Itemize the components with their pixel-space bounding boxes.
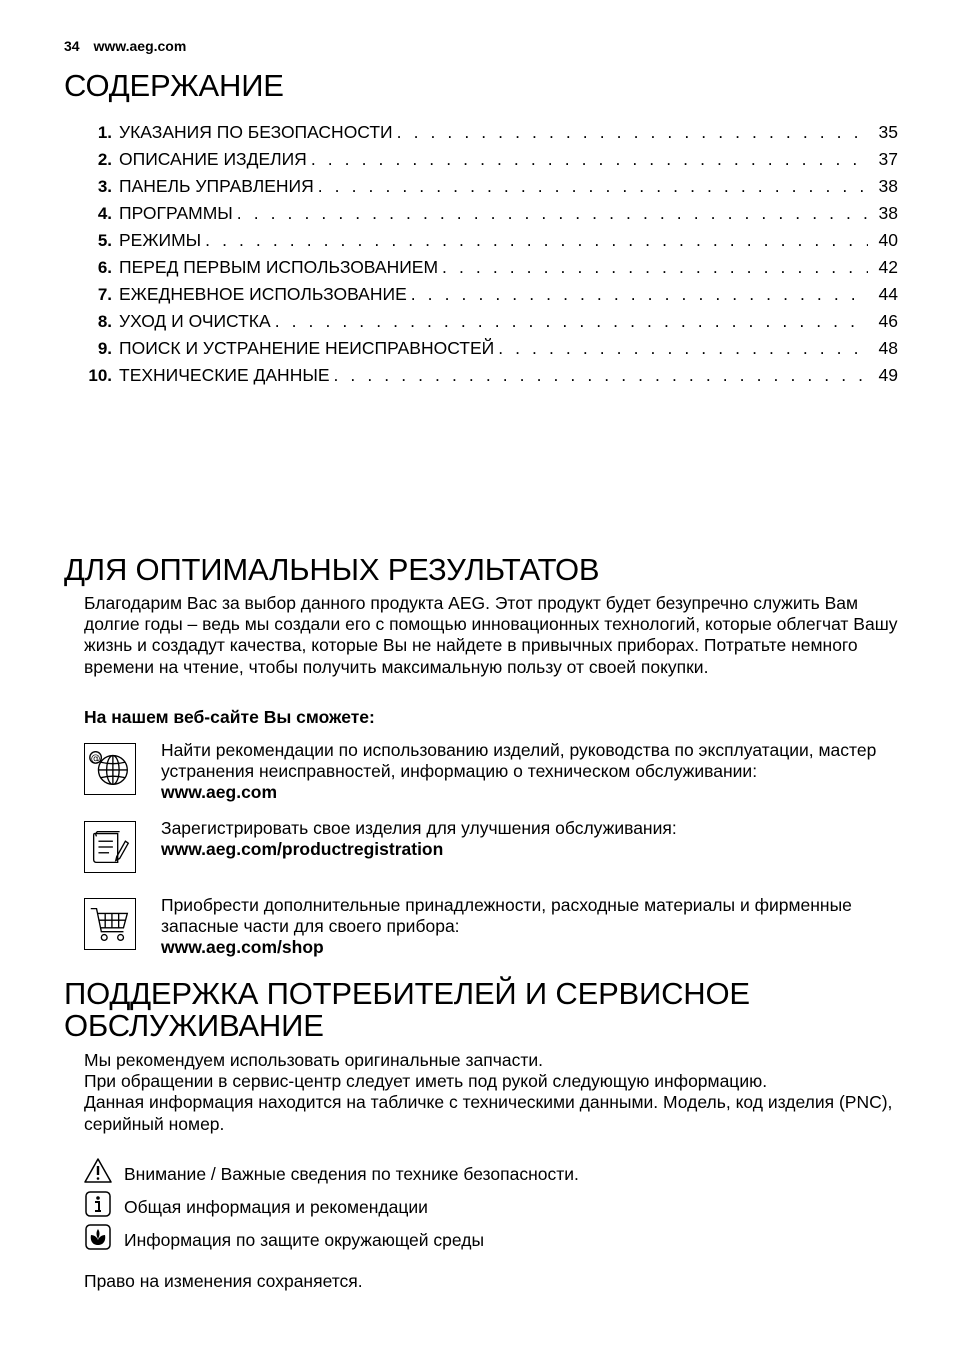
toc-item[interactable] xyxy=(78,311,898,338)
toc-item-title: УКАЗАНИЯ ПО БЕЗОПАСНОСТИ xyxy=(119,122,393,142)
toc-leader-dots xyxy=(442,257,868,278)
feature-description: Зарегистрировать свое изделия для улучшения обслуживания: xyxy=(161,818,677,838)
symbol-legend xyxy=(84,1157,904,1256)
table-of-contents xyxy=(78,122,898,392)
toc-item-page: 44 xyxy=(878,284,898,304)
toc-item-page: 37 xyxy=(878,149,898,169)
toc-item[interactable] xyxy=(78,338,898,365)
legend-text: Информация по защите окружающей среды xyxy=(124,1230,485,1250)
toc-item-page: 49 xyxy=(878,365,898,385)
toc-item-page: 40 xyxy=(878,230,898,250)
feature-description: Приобрести дополнительные принадлежности, расходные материалы и фирменные запасные части для своего прибора: xyxy=(161,895,852,937)
toc-title: СОДЕРЖАНИЕ xyxy=(64,68,284,103)
environment-icon xyxy=(84,1223,112,1251)
toc-item-page: 38 xyxy=(878,176,898,196)
toc-item-number: 7. xyxy=(97,285,112,304)
toc-leader-dots xyxy=(237,203,868,224)
feature-text xyxy=(161,818,901,860)
toc-item-title: ПРОГРАММЫ xyxy=(119,203,233,223)
toc-leader-dots xyxy=(334,365,869,386)
toc-item-title: ПЕРЕД ПЕРВЫМ ИСПОЛЬЗОВАНИЕМ xyxy=(119,257,439,277)
toc-item[interactable] xyxy=(78,257,898,284)
website-lead-text: На нашем веб-сайте Вы сможете: xyxy=(84,707,375,727)
toc-leader-dots xyxy=(411,284,868,305)
toc-item[interactable] xyxy=(78,122,898,149)
toc-item-number: 6. xyxy=(97,258,112,277)
support-title-line2: ОБСЛУЖИВАНИЕ xyxy=(64,1008,324,1043)
toc-item-number: 5. xyxy=(97,231,112,250)
support-text xyxy=(84,1050,904,1135)
toc-item-number: 3. xyxy=(97,177,112,196)
feature-description: Найти рекомендации по использованию изделий, руководства по эксплуатации, мастер устранения неисправностей, информацию о техническом обслуживании: xyxy=(161,740,877,782)
shopping-cart-icon xyxy=(84,898,136,950)
website-link[interactable]: www.aeg.com xyxy=(161,782,278,803)
support-line: Данная информация находится на табличке с техническими данными. Модель, код изделия (PNC), серийный номер. xyxy=(84,1092,893,1134)
toc-item-page: 42 xyxy=(878,257,898,277)
legend-text: Внимание / Важные сведения по технике безопасности. xyxy=(124,1164,579,1184)
header-url: www.aeg.com xyxy=(93,38,187,54)
feature-text xyxy=(161,740,901,804)
feature-text xyxy=(161,895,901,959)
toc-item-page: 35 xyxy=(878,122,898,142)
support-title-line1: ПОДДЕРЖКА ПОТРЕБИТЕЛЕЙ И СЕРВИСНОЕ xyxy=(64,976,750,1011)
toc-item-number: 2. xyxy=(97,150,112,169)
toc-item[interactable] xyxy=(78,176,898,203)
toc-item-title: РЕЖИМЫ xyxy=(119,230,202,250)
toc-item-title: ПАНЕЛЬ УПРАВЛЕНИЯ xyxy=(119,176,314,196)
registration-link[interactable]: www.aeg.com/productregistration xyxy=(161,839,444,860)
legend-item xyxy=(84,1157,904,1190)
shop-link[interactable]: www.aeg.com/shop xyxy=(161,937,324,958)
toc-item-title: ЕЖЕДНЕВНОЕ ИСПОЛЬЗОВАНИЕ xyxy=(119,284,407,304)
toc-item-title: ОПИСАНИЕ ИЗДЕЛИЯ xyxy=(119,149,307,169)
legend-item xyxy=(84,1190,904,1223)
toc-item-page: 46 xyxy=(878,311,898,331)
toc-leader-dots xyxy=(318,176,868,197)
legend-item xyxy=(84,1223,904,1256)
registration-form-icon xyxy=(84,821,136,873)
toc-item[interactable] xyxy=(78,149,898,176)
toc-item-title: ТЕХНИЧЕСКИЕ ДАННЫЕ xyxy=(119,365,330,385)
toc-leader-dots xyxy=(275,311,868,332)
toc-item[interactable] xyxy=(78,230,898,257)
toc-leader-dots xyxy=(498,338,868,359)
toc-item[interactable] xyxy=(78,365,898,392)
toc-item-page: 48 xyxy=(878,338,898,358)
toc-item[interactable] xyxy=(78,203,898,230)
page-number: 34 xyxy=(64,38,80,54)
toc-item-title: ПОИСК И УСТРАНЕНИЕ НЕИСПРАВНОСТЕЙ xyxy=(119,338,495,358)
toc-leader-dots xyxy=(311,149,868,170)
page-header xyxy=(64,38,186,54)
toc-item-number: 10. xyxy=(88,366,112,385)
rights-notice: Право на изменения сохраняется. xyxy=(84,1271,363,1291)
toc-leader-dots xyxy=(205,230,868,251)
toc-item-number: 8. xyxy=(97,312,112,331)
toc-item-number: 1. xyxy=(97,123,112,142)
svg-text:@: @ xyxy=(90,753,101,765)
toc-item-number: 9. xyxy=(97,339,112,358)
toc-item-title: УХОД И ОЧИСТКА xyxy=(119,311,271,331)
optimal-results-intro: Благодарим Вас за выбор данного продукта AEG. Этот продукт будет безупречно служить Вам долгие годы – ведь мы создали его с помощью инновационных технологий, которые облегчат Вашу жизнь и создадут качества, которые Вы не найдете в привычных приборах. Потратьте немного времени на чтение, чтобы получить максимальную пользу от своей покупки. xyxy=(84,593,898,677)
toc-item[interactable] xyxy=(78,284,898,311)
support-line: Мы рекомендуем использовать оригинальные запчасти. xyxy=(84,1050,544,1070)
toc-leader-dots xyxy=(397,122,868,143)
toc-item-number: 4. xyxy=(97,204,112,223)
warning-triangle-icon xyxy=(84,1157,112,1185)
info-icon xyxy=(84,1190,112,1218)
support-title xyxy=(64,978,750,1042)
legend-text: Общая информация и рекомендации xyxy=(124,1197,428,1217)
globe-at-icon xyxy=(84,743,136,795)
toc-item-page: 38 xyxy=(878,203,898,223)
optimal-results-title: ДЛЯ ОПТИМАЛЬНЫХ РЕЗУЛЬТАТОВ xyxy=(64,552,600,587)
support-line: При обращении в сервис-центр следует иметь под рукой следующую информацию. xyxy=(84,1071,768,1092)
